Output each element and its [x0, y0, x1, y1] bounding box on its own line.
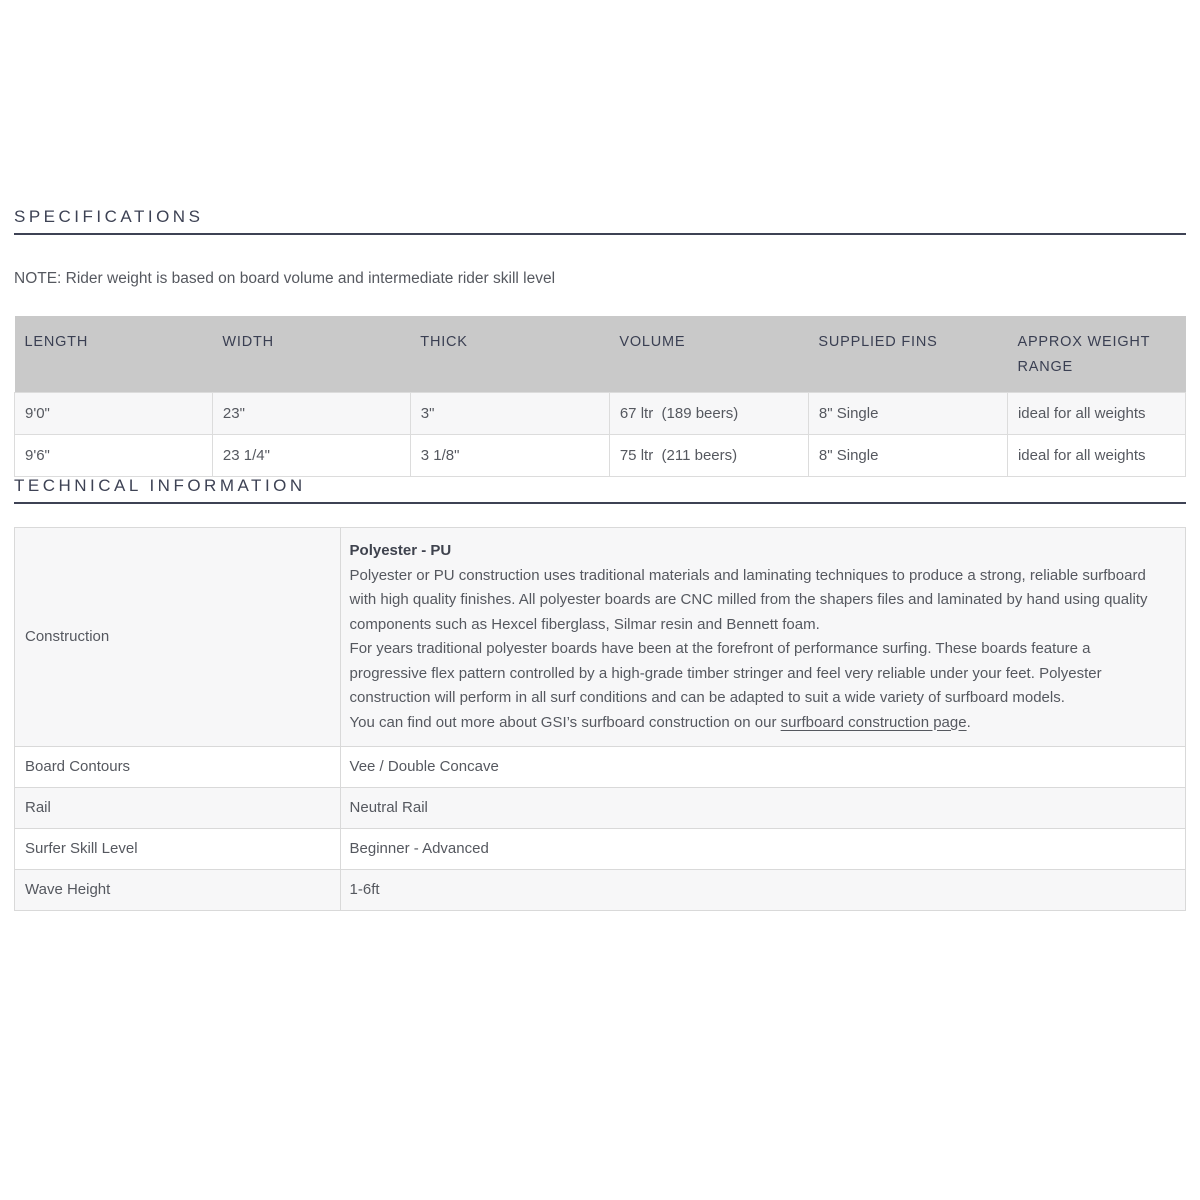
spec-cell-weight-range: ideal for all weights	[1007, 435, 1185, 477]
technical-information-table	[14, 527, 1186, 911]
surfer-skill-level-value: Beginner - Advanced	[340, 829, 1185, 870]
board-contours-label: Board Contours	[15, 747, 341, 788]
table-row	[15, 870, 1186, 911]
construction-text	[350, 539, 1165, 735]
spec-header-width: WIDTH	[212, 316, 410, 393]
spec-cell-length: 9'0"	[15, 393, 213, 435]
table-row	[15, 788, 1186, 829]
spec-header-approx-weight-range: APPROX WEIGHT RANGE	[1007, 316, 1185, 393]
spec-cell-fins: 8" Single	[808, 393, 1007, 435]
surfboard-construction-page-link[interactable]: surfboard construction page	[780, 713, 967, 731]
construction-value	[340, 528, 1185, 747]
table-row	[15, 393, 1186, 435]
construction-paragraph-2: For years traditional polyester boards have been at the forefront of performance surfing. These boards feature a progressive flex pattern controlled by a high-grade timber stringer and feel very reliable under your feet. Polyester construction will perform in all surf conditions and can be adapted to suit a wide variety of surfboard models.	[349, 640, 1102, 706]
rider-weight-note: NOTE: Rider weight is based on board volume and intermediate rider skill level	[14, 270, 556, 287]
spec-header-supplied-fins: SUPPLIED FINS	[808, 316, 1007, 393]
spec-cell-volume: 67 ltr (189 beers)	[609, 393, 808, 435]
spec-cell-width: 23 1/4"	[212, 435, 410, 477]
specifications-heading: SPECIFICATIONS	[14, 208, 1186, 235]
spec-header-length: LENGTH	[15, 316, 213, 393]
specifications-table	[14, 316, 1186, 477]
rail-label: Rail	[15, 788, 341, 829]
rail-value: Neutral Rail	[340, 788, 1185, 829]
spec-header-row	[15, 316, 1186, 393]
table-row	[15, 829, 1186, 870]
construction-link-suffix: .	[966, 713, 971, 731]
technical-information-heading: TECHNICAL INFORMATION	[14, 477, 1186, 504]
spec-cell-weight-range: ideal for all weights	[1007, 393, 1185, 435]
spec-header-thick: THICK	[410, 316, 609, 393]
spec-cell-fins: 8" Single	[808, 435, 1007, 477]
board-contours-value: Vee / Double Concave	[340, 747, 1185, 788]
wave-height-value: 1-6ft	[340, 870, 1185, 911]
spec-header-volume: VOLUME	[609, 316, 808, 393]
construction-link-prefix: You can find out more about GSI’s surfboard construction on our	[349, 713, 781, 731]
construction-label: Construction	[15, 528, 341, 747]
spec-cell-thick: 3 1/8"	[410, 435, 609, 477]
spec-cell-thick: 3"	[410, 393, 609, 435]
surfer-skill-level-label: Surfer Skill Level	[15, 829, 341, 870]
table-row	[15, 435, 1186, 477]
spec-cell-length: 9'6"	[15, 435, 213, 477]
spec-cell-volume: 75 ltr (211 beers)	[609, 435, 808, 477]
construction-paragraph-1: Polyester or PU construction uses traditional materials and laminating techniques to produce a strong, reliable surfboard with high quality finishes. All polyester boards are CNC milled from the shapers files and laminated by hand using quality components such as Hexcel fiberglass, Silmar resin and Bennett foam.	[349, 566, 1148, 633]
table-row	[15, 528, 1186, 747]
wave-height-label: Wave Height	[15, 870, 341, 911]
construction-title: Polyester - PU	[349, 542, 452, 559]
table-row	[15, 747, 1186, 788]
spec-cell-width: 23"	[212, 393, 410, 435]
